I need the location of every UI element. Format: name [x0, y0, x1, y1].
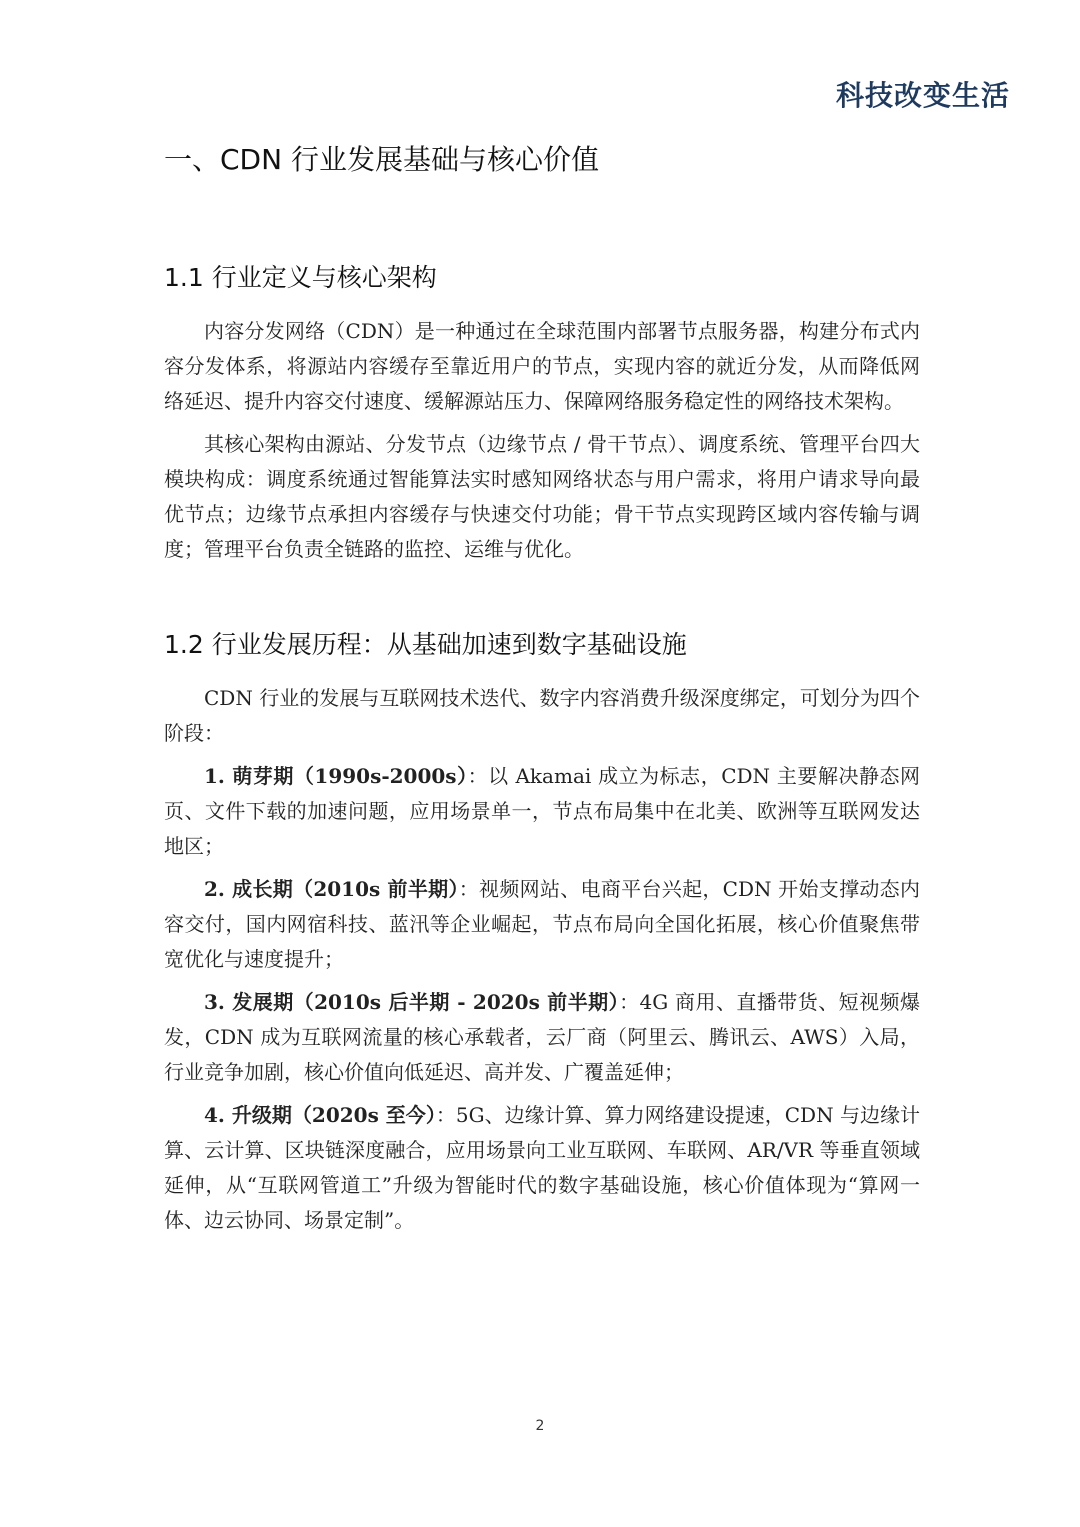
stage-item: [164, 1098, 920, 1238]
stage-text: ：4G 商用、直播带货、短视频爆发，CDN 成为互联网流量的核心承载者，云厂商（阿里云、腾讯云、AWS）入局，行业竞争加剧，核心价值向低延迟、高并发、广覆盖延伸；: [164, 990, 921, 1084]
section-title: 一、CDN 行业发展基础与核心价值: [164, 143, 599, 176]
stage-item: [164, 759, 920, 864]
subsection-title-1-1: 1.1 行业定义与核心架构: [164, 263, 437, 292]
stage-label: 2. 成长期（2010s 前半期）: [204, 877, 459, 901]
subsection-title-1-2: 1.2 行业发展历程：从基础加速到数字基础设施: [164, 630, 687, 659]
stage-text: ：以 Akamai 成立为标志，CDN 主要解决静态网页、文件下载的加速问题，应用场景单一，节点布局集中在北美、欧洲等互联网发达地区；: [164, 764, 920, 858]
document-body: [164, 140, 920, 1246]
paragraph-cdn-definition: 内容分发网络（CDN）是一种通过在全球范围内部署节点服务器，构建分布式内容分发体系，将源站内容缓存至靠近用户的节点，实现内容的就近分发，从而降低网络延迟、提升内容交付速度、缓解源站压力、保障网络服务稳定性的网络技术架构。: [164, 319, 920, 413]
stage-item: [164, 872, 920, 977]
stage-label: 3. 发展期（2010s 后半期 - 2020s 前半期）: [204, 990, 620, 1014]
stage-text: ：5G、边缘计算、算力网络建设提速，CDN 与边缘计算、云计算、区块链深度融合，应用场景向工业互联网、车联网、AR/VR 等垂直领域延伸，从“互联网管道工”升级为智能时代的数字基础设施，核心价值体现为“算网一体、边云协同、场景定制”。: [164, 1103, 920, 1232]
paragraph-core-architecture: 其核心架构由源站、分发节点（边缘节点 / 骨干节点）、调度系统、管理平台四大模块构成：调度系统通过智能算法实时感知网络状态与用户需求，将用户请求导向最优节点；边缘节点承担内容缓存与快速交付功能；骨干节点实现跨区域内容传输与调度；管理平台负责全链路的监控、运维与优化。: [164, 432, 920, 561]
stage-item: [164, 985, 920, 1090]
page-number: 2: [535, 1418, 545, 1434]
stage-label: 4. 升级期（2020s 至今）: [204, 1103, 436, 1127]
brand-logo-text: 科技改变生活: [835, 79, 1010, 112]
stage-label: 1. 萌芽期（1990s-2000s）: [204, 764, 468, 788]
stage-text: ：视频网站、电商平台兴起，CDN 开始支撑动态内容交付，国内网宿科技、蓝汛等企业崛起，节点布局向全国化拓展，核心价值聚焦带宽优化与速度提升；: [164, 877, 920, 971]
paragraph-history-intro: CDN 行业的发展与互联网技术迭代、数字内容消费升级深度绑定，可划分为四个阶段：: [164, 686, 920, 745]
